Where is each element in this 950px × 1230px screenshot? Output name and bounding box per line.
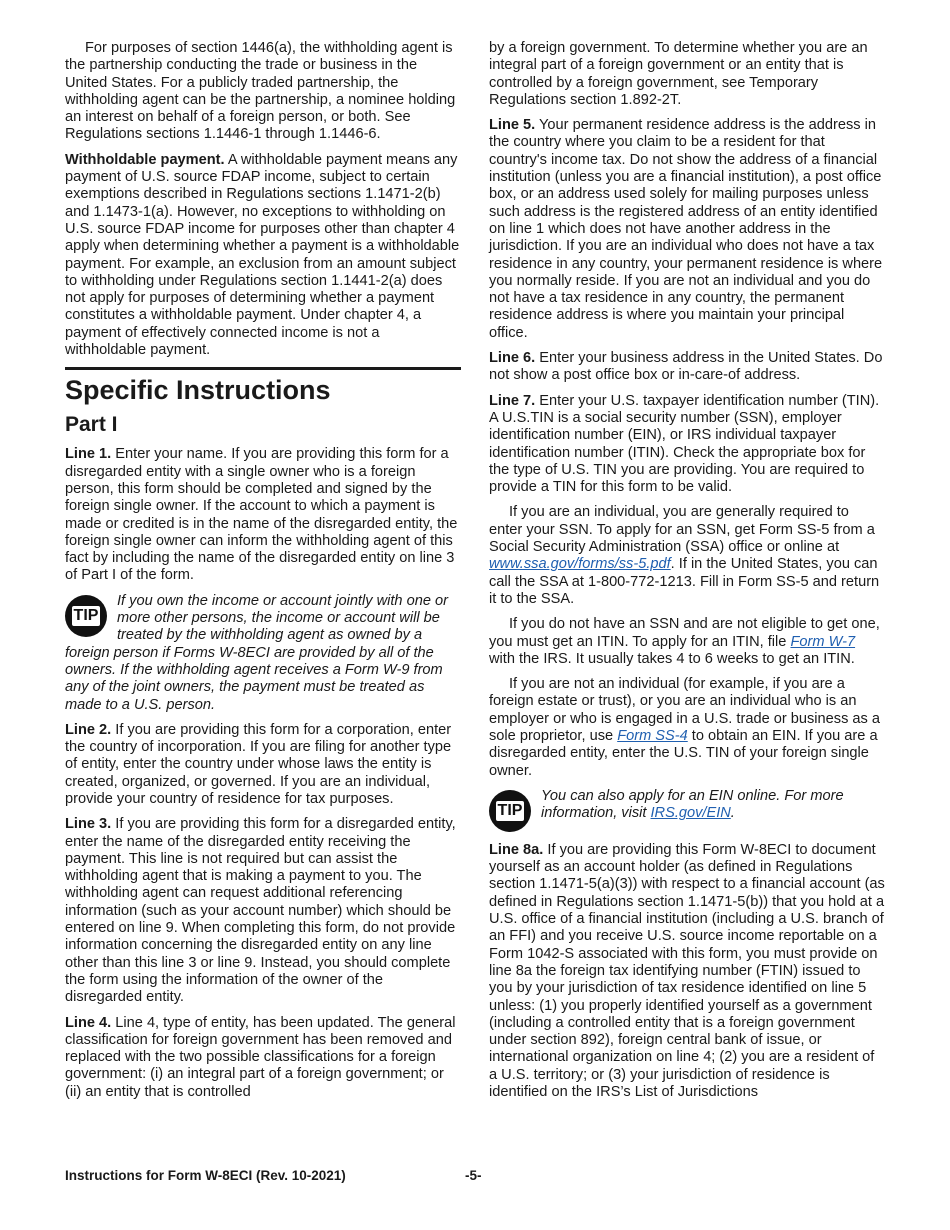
section-title: Specific Instructions bbox=[65, 375, 331, 406]
itin-text-after: with the IRS. It usually takes 4 to 6 weeks to get an ITIN. bbox=[489, 650, 855, 667]
part-title: Part I bbox=[65, 413, 118, 437]
paragraph-line-4 bbox=[65, 1015, 461, 1101]
tip-box-joint-owners bbox=[65, 593, 461, 714]
line-5-text: Your permanent residence address is the address in the country where you claim to be a resident for that country's income tax. Do not show the address of a financial institution (unless you are a financial institution), a post office box, or an address used solely for mailing purposes unless such address is the registered address of an entity identified on line 1 which does not have another address in the jurisdiction. If you are an individual who does not have a tax residence in any country, your permanent residence is where you normally reside. If you are not an individual and you do not have a tax residence in any country, the permanent residence address is where you maintain your principal office. bbox=[489, 117, 883, 341]
line-1-text: Enter your name. If you are providing this form for a disregarded entity with a single owner who is a foreign person, this form should be completed and signed by the foreign single owner. If the account to which a payment is made or credited is in the name of the disregarded entity, the foreign single owner can inform the withholding agent of this fact by including the name of the disregarded entity on line 3 of Part I of the form. bbox=[65, 446, 458, 584]
paragraph-ssn bbox=[489, 504, 885, 608]
section-divider bbox=[65, 367, 461, 370]
ssn-text-after: . If in the United States, you can call the SSA at 1-800-772-1213. Fill in Form SS-5 and return it to the SSA. bbox=[489, 556, 880, 607]
line-7-heading: Line 7. bbox=[489, 392, 536, 409]
line-5-heading: Line 5. bbox=[489, 117, 536, 134]
paragraph-line-1 bbox=[65, 446, 461, 584]
ssn-form-link[interactable]: www.ssa.gov/forms/ss-5.pdf bbox=[489, 556, 671, 573]
irs-ein-link[interactable]: IRS.gov/EIN bbox=[650, 805, 731, 822]
line-1-heading: Line 1. bbox=[65, 446, 112, 463]
form-w7-link[interactable]: Form W-7 bbox=[790, 633, 856, 650]
tip-text-joint-owners: If you own the income or account jointly with one or more other persons, the income or account will be treated by the withholding agent as owned by a foreign person if Forms W-8ECI are provided by all of the owners. If the withholding agent receives a Form W-9 from any of the joint owners, the payment must be treated as made to a U.S. person. bbox=[65, 592, 448, 713]
tip-icon bbox=[489, 790, 531, 832]
paragraph-section-1446: For purposes of section 1446(a), the withholding agent is the partnership conducting the trade or business in the United States. For a publicly traded partnership, the withholding agent can be the partnership, a nominee holding an interest on behalf of a foreign person, or both. See Regulations sections 1.1446-1 through 1.1446-6. bbox=[65, 40, 456, 143]
line-6-heading: Line 6. bbox=[489, 350, 536, 367]
paragraph-line-8a bbox=[489, 842, 885, 1101]
withholdable-payment-heading: Withholdable payment. bbox=[65, 151, 225, 168]
tip-box-ein-online bbox=[489, 788, 885, 834]
paragraph-line-5 bbox=[489, 117, 885, 342]
paragraph-line-7 bbox=[489, 393, 885, 497]
tip-icon-label: TIP bbox=[73, 606, 99, 624]
line-6-text: Enter your business address in the United States. Do not show a post office box or in-care-of address. bbox=[489, 350, 883, 384]
paragraph-line-4-continued: by a foreign government. To determine whether you are an integral part of a foreign government or an entity that is controlled by a foreign government, see Temporary Regulations section 1.892-2T. bbox=[489, 40, 868, 108]
paragraph-itin bbox=[489, 616, 885, 668]
footer-form-title: Instructions for Form W-8ECI (Rev. 10-2021) bbox=[65, 1168, 346, 1183]
tip-icon-label: TIP bbox=[497, 801, 523, 819]
line-2-text: If you are providing this form for a corporation, enter the country of incorporation. If you are filing for another type of entity, enter the country under whose laws the entity is created, organized, or governed. If you are an individual, provide your country of residence for tax purposes. bbox=[65, 721, 452, 807]
left-column bbox=[65, 40, 461, 1109]
line-3-text: If you are providing this form for a disregarded entity, enter the name of the disregarded entity receiving the payment. This line is not required but can assist the withholding agent that is making a payment to you. The withholding agent can request additional referencing information (such as your account number) which should be entered on line 9. When completing this form, do not provide information concerning the disregarded entity on any line other than this line 3 or line 9. Instead, you should complete the form using the information of the owner of the disregarded entity. bbox=[65, 816, 456, 1006]
tip-ein-text-before: You can also apply for an EIN online. For more information, visit bbox=[541, 787, 844, 822]
tip-icon bbox=[65, 595, 107, 637]
paragraph-line-2 bbox=[65, 722, 461, 808]
paragraph-line-3 bbox=[65, 816, 461, 1006]
line-3-heading: Line 3. bbox=[65, 816, 112, 833]
form-ss4-link[interactable]: Form SS-4 bbox=[617, 727, 688, 744]
line-8a-heading: Line 8a. bbox=[489, 841, 544, 858]
paragraph-withholdable-payment bbox=[65, 152, 461, 360]
ssn-text-before: If you are an individual, you are generally required to enter your SSN. To apply for an SSN, get Form SS-5 from a Social Security Administration (SSA) office or online at bbox=[489, 504, 875, 556]
paragraph-ein bbox=[489, 676, 885, 780]
paragraph-line-6 bbox=[489, 350, 885, 385]
footer-page-number: -5- bbox=[465, 1168, 482, 1183]
line-4-heading: Line 4. bbox=[65, 1014, 112, 1031]
withholdable-payment-text: A withholdable payment means any payment of U.S. source FDAP income, subject to certain exemptions described in Regulations sections 1.1471-2(b) and 1.1473-1(a). However, no exceptions to withholding on U.S. source FDAP income for purposes other than chapter 4 apply when determining whether a payment is a withholdable payment. For example, an exclusion from an amount subject to withholding under Regulations section 1.1441-2(a) does not apply for purposes of determining whether a payment constitutes a withholdable payment. Under chapter 4, a payment of effectively connected income is not a withholdable payment. bbox=[65, 151, 460, 359]
ein-text-after: to obtain an EIN. If you are a disregarded entity, enter the U.S. TIN of your foreign single owner. bbox=[489, 727, 878, 779]
right-column bbox=[489, 40, 885, 1109]
line-4-text: Line 4, type of entity, has been updated. The general classification for foreign government has been removed and replaced with the two possible classifications for a foreign government: (i) an integral part of a foreign government; or (ii) an entity that is controlled bbox=[65, 1014, 456, 1100]
itin-text-before: If you do not have an SSN and are not eligible to get one, you must get an ITIN. To apply for an ITIN, file bbox=[489, 616, 880, 650]
ein-text-before: If you are not an individual (for example, if you are a foreign estate or trust), or you are an individual who is an employer or who is engaged in a U.S. trade or business as a sole proprietor, use bbox=[489, 676, 881, 744]
line-8a-text: If you are providing this Form W-8ECI to document yourself as an account holder (as defined in Regulations section 1.1471-5(a)(3)) with respect to a financial account (as defined in Regulations section 1.1471-5(b)) that you hold at a U.S. office of a financial institution (including a U.S. branch of an FFI) and you receive U.S. source income reportable on a Form 1042-S associated with this form, you must provide on line 8a the foreign tax identifying number (FTIN) issued to you by your jurisdiction of tax residence identified on line 5 unless: (1) you properly identified yourself as a government (including a controlled entity that is a foreign government under section 892), foreign central bank of issue, or international organization on line 4; (2) you are a resident of a U.S. territory; or (3) your jurisdiction of residence is identified on the IRS’s List of Jurisdictions bbox=[489, 841, 885, 1101]
line-2-heading: Line 2. bbox=[65, 721, 112, 738]
tip-ein-text-after: . bbox=[730, 805, 735, 822]
tip-text-ein-online bbox=[489, 788, 885, 823]
line-7-text: Enter your U.S. taxpayer identification number (TIN). A U.S.TIN is a social security number (SSN), employer identification number (EIN), or IRS individual taxpayer identification number (ITIN). Check the appropriate box for the type of U.S. TIN you are providing. You are required to provide a TIN for this form to be valid. bbox=[489, 392, 880, 496]
